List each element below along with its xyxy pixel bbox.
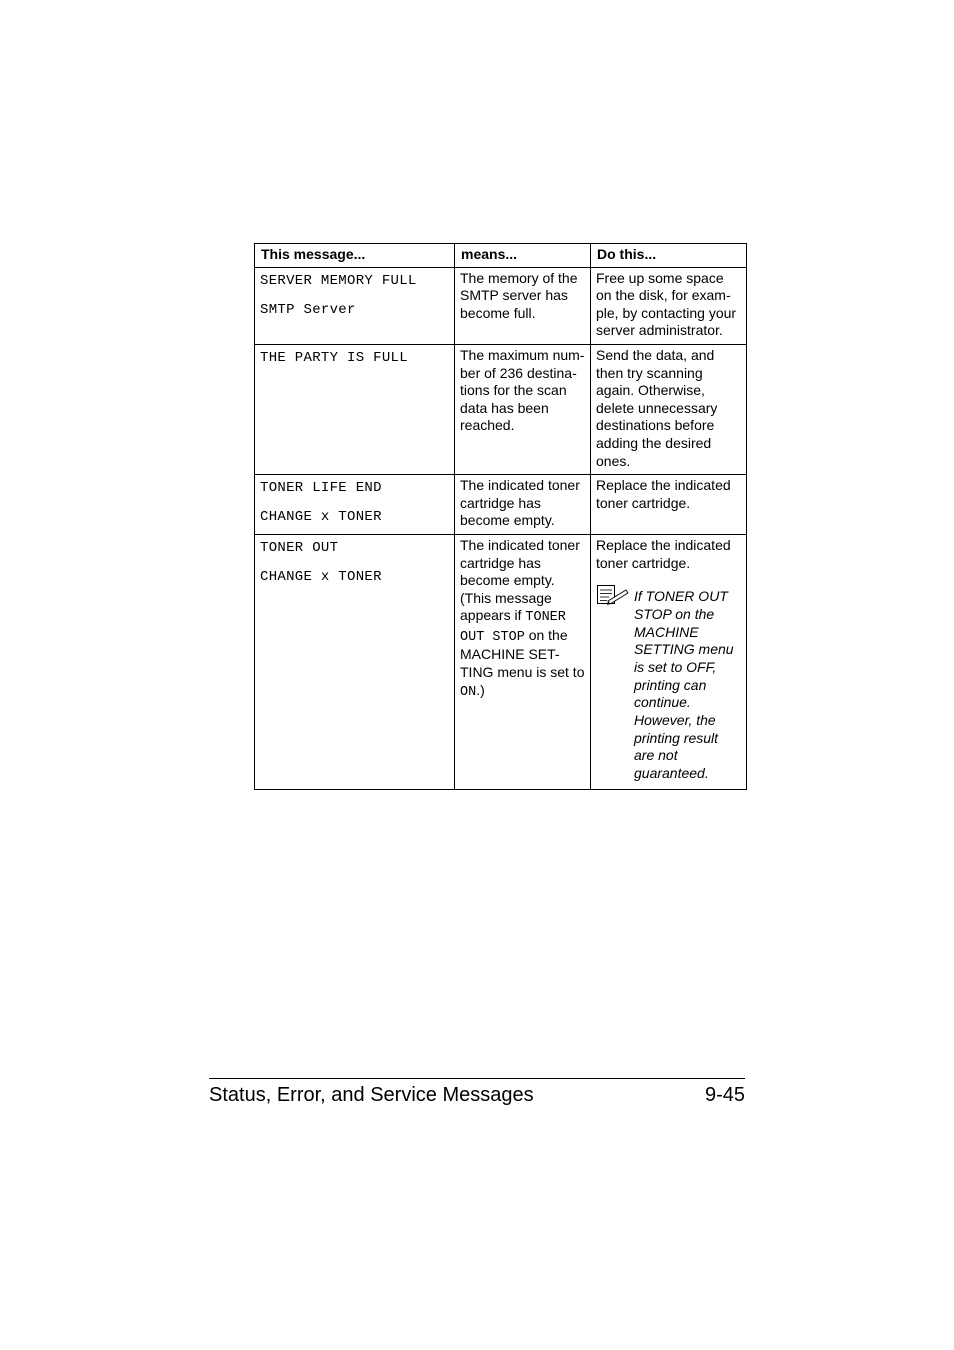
means-text: The indicated toner cartridge has become empty. (This message appears if — [460, 536, 580, 624]
message-code: SERVER MEMORY FULL — [260, 272, 417, 289]
action-text: Replace the indicated toner cartridge. — [596, 536, 731, 571]
action-cell: Free up some space on the disk, for exam-ple, by contacting your server administrator. — [591, 267, 747, 344]
means-cell — [455, 534, 591, 789]
message-cell — [255, 534, 455, 789]
inline-code: ON — [460, 684, 477, 700]
page-number: 9-45 — [704, 1084, 745, 1106]
action-cell: Send the data, and then try scanning again. Otherwise, delete unnecessary destinations before adding the desired ones. — [591, 344, 747, 474]
footer-rule — [209, 1078, 745, 1079]
table-row — [255, 267, 747, 344]
message-table-container — [254, 243, 746, 790]
footer-title: Status, Error, and Service Messages — [209, 1084, 534, 1106]
message-table — [254, 243, 747, 790]
means-text: on the MACHINE SET-TING menu is set to — [460, 626, 585, 681]
table-row — [255, 534, 747, 789]
note-pencil-icon — [596, 582, 634, 783]
means-cell: The maximum num-ber of 236 destina-tions for the scan data has been reached. — [455, 344, 591, 474]
message-code: THE PARTY IS FULL — [260, 349, 408, 366]
means-cell: The memory of the SMTP server has become full. — [455, 267, 591, 344]
header-message: This message... — [255, 244, 455, 268]
header-do-this: Do this... — [591, 244, 747, 268]
message-code: SMTP Server — [260, 301, 356, 318]
inline-code: TONER OUT STOP — [460, 610, 566, 645]
means-text: .) — [476, 681, 485, 698]
message-cell — [255, 267, 455, 344]
message-code: CHANGE x TONER — [260, 509, 382, 526]
means-cell: The indicated toner cartridge has become empty. — [455, 475, 591, 535]
message-code: TONER OUT — [260, 539, 339, 556]
header-means: means... — [455, 244, 591, 268]
action-cell: Replace the indicated toner cartridge. — [591, 475, 747, 535]
message-code: TONER LIFE END — [260, 480, 382, 497]
message-cell — [255, 475, 455, 535]
table-row — [255, 475, 747, 535]
action-cell — [591, 534, 747, 789]
message-code: CHANGE x TONER — [260, 568, 382, 585]
note-text: If TONER OUT STOP on the MACHINE SETTING menu is set to OFF, printing can continue. However, the printing result are not guaranteed. — [634, 588, 734, 782]
note — [596, 582, 742, 783]
message-cell — [255, 344, 455, 474]
table-row — [255, 344, 747, 474]
table-header-row — [255, 244, 747, 268]
